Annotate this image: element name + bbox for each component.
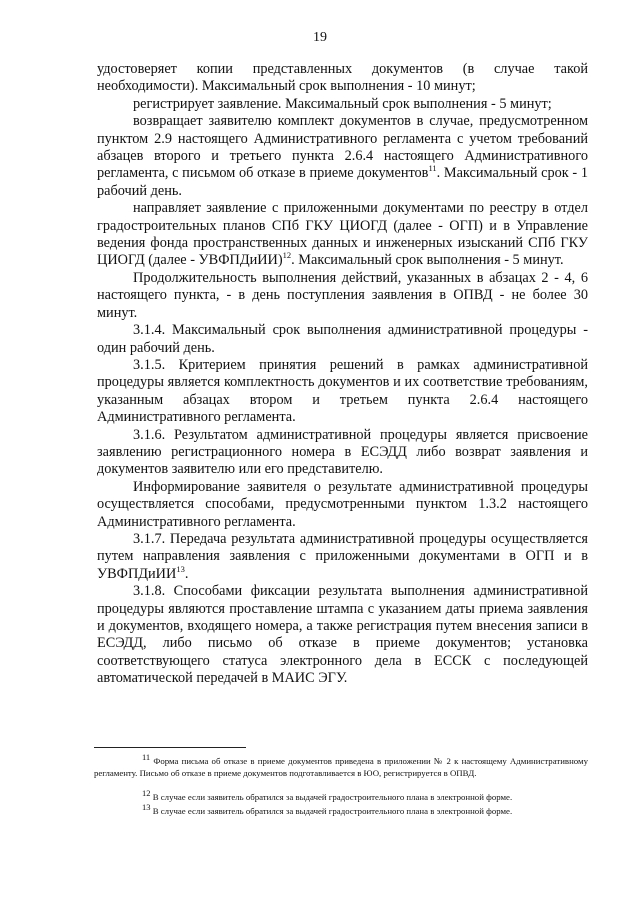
page-number: 19 bbox=[313, 30, 327, 45]
footnote-text: В случае если заявитель обратился за выдачей градостроительного плана в электронной форме. bbox=[152, 792, 513, 802]
paragraph-text: . Максимальный срок - 1 рабочий день. bbox=[97, 165, 588, 199]
paragraph bbox=[97, 113, 588, 200]
paragraph: 3.1.8. Способами фиксации результата выполнения административной процедуры являются проставление штампа с указанием даты приема заявления и документов, входящего номера, а также регистрация путем внесения записи в ЕСЭДД, либо письмо об отказе в приеме документов; установка соответствующего статуса электронного дела в ЕССК с последующей автоматической передачей в МАИС ЭГУ. bbox=[97, 583, 588, 687]
paragraph: 3.1.4. Максимальный срок выполнения административной процедуры - один рабочий день. bbox=[97, 322, 588, 356]
footnote bbox=[94, 788, 588, 804]
footnote-ref: 13 bbox=[176, 564, 185, 575]
paragraph: регистрирует заявление. Максимальный срок выполнения - 5 минут; bbox=[133, 95, 552, 112]
paragraph-text: направляет заявление с приложенными документами по реестру в отдел градостроительных планов СПб ГКУ ЦИОГД (далее - ОГП) и в Управление ведения фонда пространственных данных и инженерных изысканий СПб ГКУ ЦИОГД (далее - УВФПДиИИ) bbox=[97, 200, 588, 269]
footnote-number: 13 bbox=[142, 802, 151, 813]
footnote-number: 11 bbox=[142, 752, 151, 763]
paragraph-text: . Максимальный срок выполнения - 5 минут. bbox=[291, 252, 564, 269]
paragraph: удостоверяет копии представленных документов (в случае такой необходимости). Максимальный срок выполнения - 10 минут; bbox=[97, 61, 588, 95]
footnote-text: Форма письма об отказе в приеме документов приведена в приложении № 2 к настоящему Административному регламенту. Письмо об отказе в приеме документов подготавливается в ЮО, регистрируется в ОПВД. bbox=[94, 756, 588, 778]
footnote bbox=[94, 752, 588, 779]
paragraph-text: 3.1.7. Передача результата административной процедуры осуществляется путем направления заявления с приложенными документами в ОГП и в УВФПДиИИ bbox=[97, 530, 588, 582]
paragraph: 3.1.6. Результатом административной процедуры является присвоение заявлению регистрационного номера в ЕСЭДД либо возврат заявления и документов заявителю или его представителю. bbox=[97, 426, 588, 478]
footnote bbox=[94, 802, 588, 818]
footnote-number: 12 bbox=[142, 788, 151, 799]
paragraph bbox=[97, 531, 588, 583]
paragraph: Информирование заявителя о результате административной процедуры осуществляется способами, предусмотренными пунктом 1.3.2 настоящего Административного регламента. bbox=[97, 478, 588, 530]
paragraph: 3.1.5. Критерием принятия решений в рамках административной процедуры является комплектность документов и их соответствие требованиям, указанным абзацах втором и третьем пункта 2.6.4 настоящего Административного регламента. bbox=[97, 356, 588, 426]
paragraph bbox=[97, 200, 588, 270]
paragraph: Продолжительность выполнения действий, указанных в абзацах 2 - 4, 6 настоящего пункта, - в день поступления заявления в ОПВД - не более 30 минут. bbox=[97, 269, 588, 321]
paragraph-text: возвращает заявителю комплект документов в случае, предусмотренном пунктом 2.9 настоящего Административного регламента с учетом требований абзацев второго и третьего пункта 2.6.4 настоящего Административного регламента, с письмом об отказе в приеме документов bbox=[97, 113, 588, 182]
footnote-ref: 12 bbox=[282, 250, 292, 261]
footnote-ref: 11 bbox=[428, 163, 437, 174]
footnote-text: В случае если заявитель обратился за выдачей градостроительного плана в электронной форме. bbox=[152, 806, 513, 816]
main-text bbox=[97, 61, 588, 688]
paragraph-text: . bbox=[184, 565, 189, 582]
footnote-separator bbox=[94, 747, 246, 748]
